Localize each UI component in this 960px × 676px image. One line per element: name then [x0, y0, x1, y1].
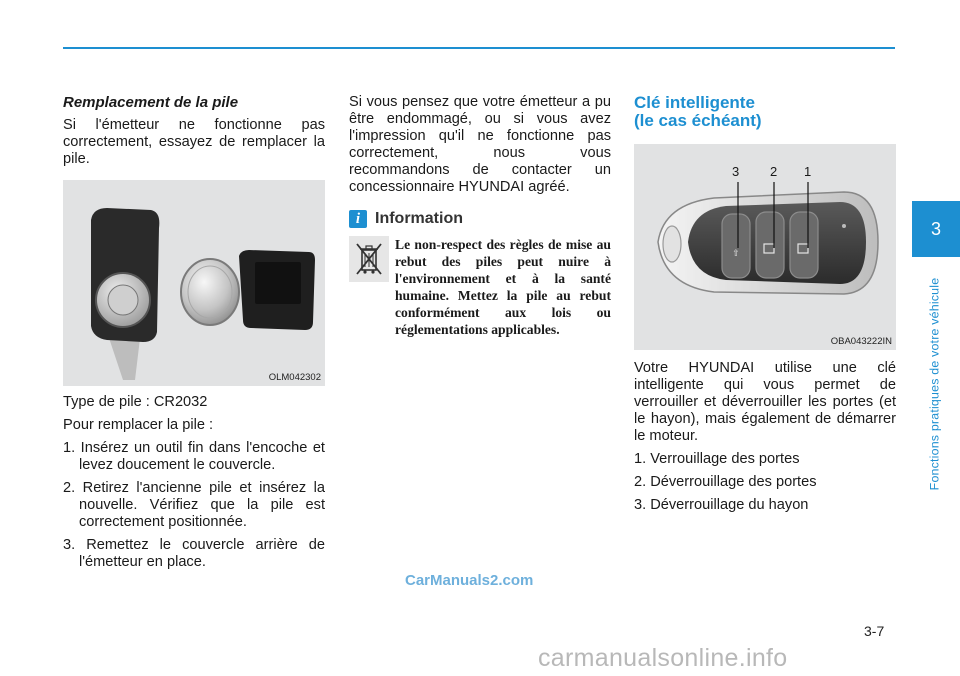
- transmitter-figure: [63, 180, 325, 386]
- right-column: [634, 94, 896, 520]
- smart-key-heading: [634, 94, 896, 130]
- list-item: 1. Verrouillage des portes: [634, 451, 800, 467]
- battery-replacement-heading: Remplacement de la pile: [63, 94, 239, 111]
- crossed-out-bin-icon: [349, 236, 389, 282]
- transmitter-battery-illustration: [63, 180, 325, 386]
- smart-key-heading-line1: Clé intelligente: [634, 93, 755, 112]
- svg-text:⇧: ⇧: [732, 249, 740, 259]
- smart-key-description: Votre HYUNDAI utilise une clé intelligente qui vous permet de verrouiller et déverrouiller les portes (et le hayon), mais également de démarrer le moteur.: [634, 360, 896, 444]
- callout-3: 3: [732, 164, 740, 179]
- information-header: [349, 210, 611, 228]
- list-item: 3. Remettez le couvercle arrière de l'émetteur en place.: [63, 537, 325, 570]
- battery-intro-text: Si l'émetteur ne fonctionne pas correctement, essayez de remplacer la pile.: [63, 117, 325, 167]
- figure-caption: OLM042302: [268, 372, 321, 383]
- information-title: Information: [375, 210, 463, 227]
- figure-caption: OBA043222IN: [830, 336, 892, 347]
- callout-1: 1: [804, 164, 812, 179]
- middle-column: [349, 94, 611, 338]
- list-item: 3. Déverrouillage du hayon: [634, 497, 809, 513]
- replace-intro-text: Pour remplacer la pile :: [63, 417, 214, 433]
- list-item: 2. Retirez l'ancienne pile et insérez la nouvelle. Vérifiez que la pile est correctement positionnée.: [63, 480, 325, 530]
- list-item: 1. Insérez un outil fin dans l'encoche et levez doucement le couvercle.: [63, 440, 325, 473]
- damage-advice-text: Si vous pensez que votre émetteur a pu être endommagé, ou si vous avez l'impression qu'il ne fonctionne pas correctement, nous vous recommandons de contacter un concessionnaire HYUNDAI agréé.: [349, 94, 611, 195]
- callout-2: 2: [770, 164, 778, 179]
- information-text: Le non-respect des règles de mise au rebut des piles peut nuire à l'environnement et à la santé humaine. Mettez la pile au rebut conformément aux lois ou réglementations applicables.: [395, 237, 611, 337]
- battery-type-text: Type de pile : CR2032: [63, 394, 208, 410]
- watermark-carmanuals2: CarManuals2.com: [405, 572, 534, 589]
- watermark-carmanualsonline: carmanualsonline.info: [538, 644, 788, 672]
- info-icon: i: [349, 210, 367, 228]
- smart-key-illustration: [634, 144, 896, 350]
- smart-key-figure: [634, 144, 896, 350]
- top-rule: [63, 47, 895, 49]
- chapter-title-vertical: [920, 264, 948, 504]
- left-column: [63, 94, 325, 577]
- chapter-title: Fonctions pratiques de votre véhicule: [927, 277, 941, 491]
- smart-key-heading-line2: (le cas échéant): [634, 111, 762, 130]
- chapter-tab: 3: [912, 201, 960, 257]
- information-body: [349, 236, 611, 338]
- list-item: 2. Déverrouillage des portes: [634, 474, 817, 490]
- page-number: 3-7: [864, 623, 885, 639]
